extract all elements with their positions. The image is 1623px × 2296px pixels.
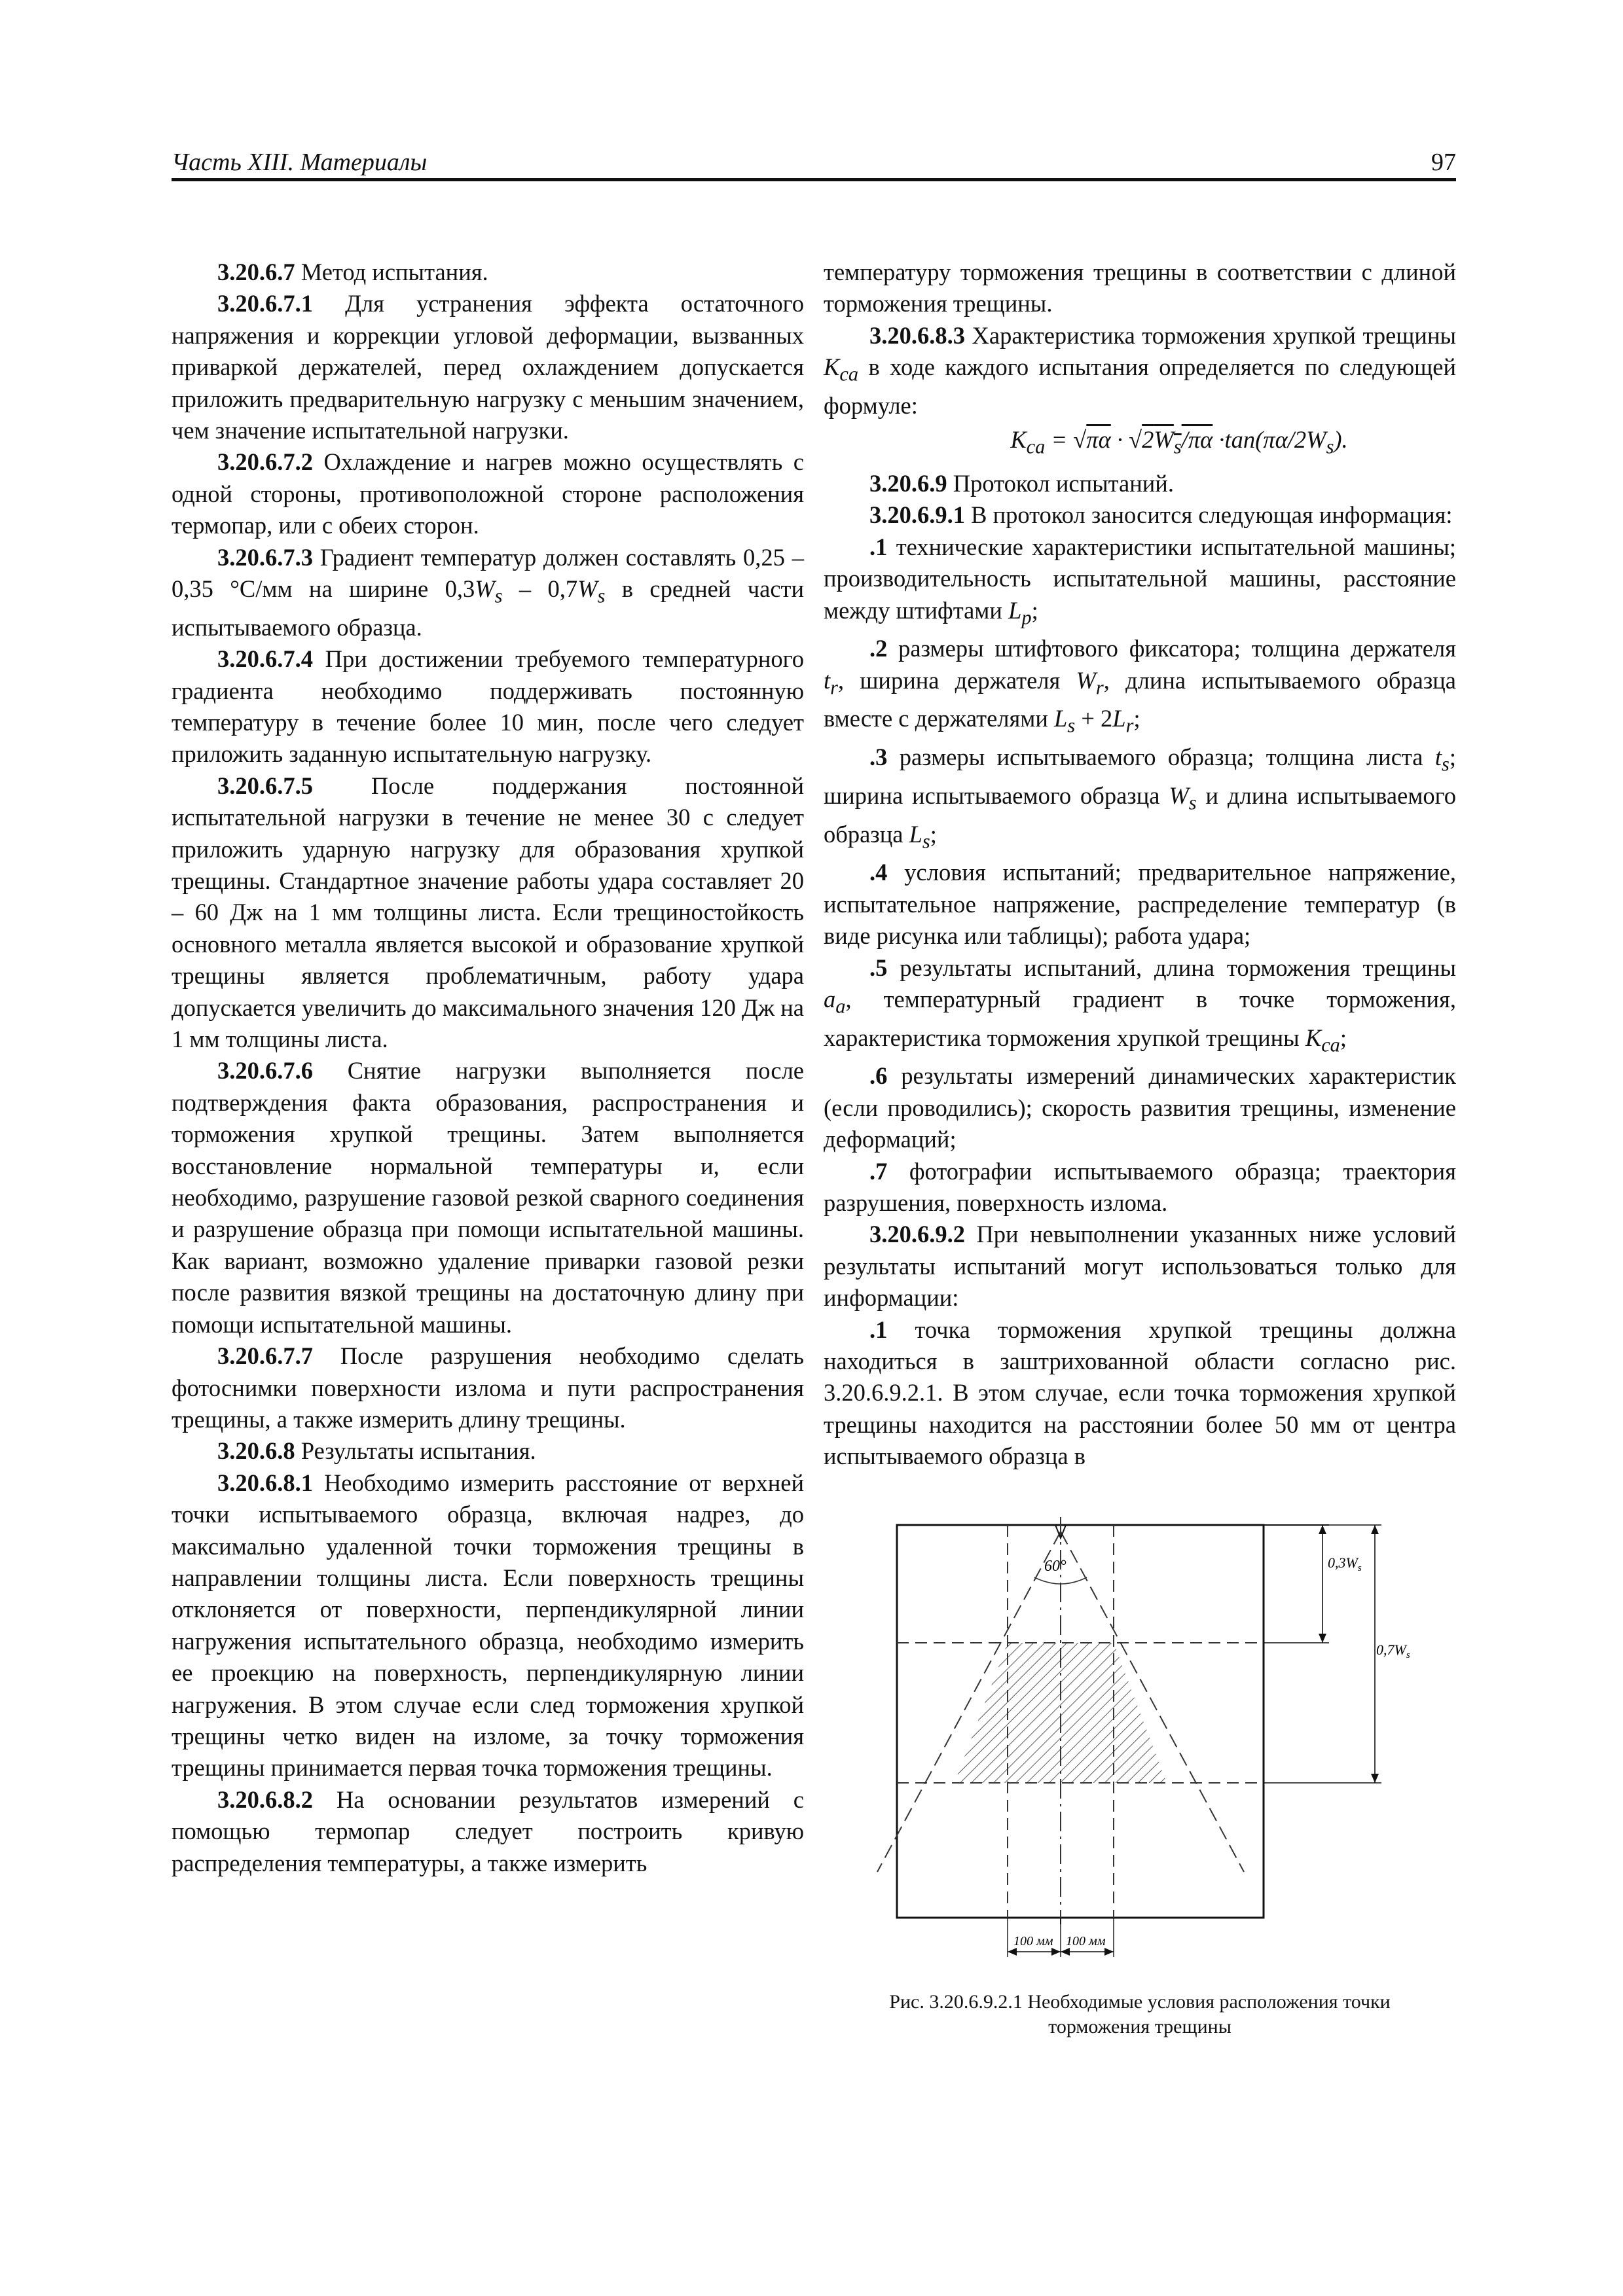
dim-right-100mm: 100 мм [1066, 1934, 1106, 1948]
right-column-paragraph: .5 результаты испытаний, длина торможения трещины $a_a$, температурный градиент в точке торможения, характеристика торможения хрупкой трещины $K_{ca}$; [824, 954, 1456, 1056]
figure-crack-arrest-region [871, 1505, 1414, 1977]
page-number: 97 [1431, 149, 1456, 176]
left-column-paragraph: 3.20.6.8.2 На основании результатов измерений с помощью термопар следует построить кривую распределения температуры, а также измерить [172, 1785, 804, 1876]
figure-caption [824, 1990, 1456, 2039]
left-column-paragraph: 3.20.6.7.6 Снятие нагрузки выполняется после подтверждения факта образования, распространения и торможения хрупкой трещины. Затем выполняется восстановление нормальной температуры и, если необходимо, разрушение газовой резкой сварного соединения и разрушение образца при помощи испытательной машины. Как вариант, возможно удаление приварки газовой резки после развития вязкой трещины на достаточную длину при помощи испытательной машины. [172, 1057, 804, 1338]
right-column-paragraph: .4 условия испытаний; предварительное напряжение, испытательное напряжение, распределение температур (в виде рисунка или таблицы); работа удара; [824, 859, 1456, 950]
caption-line-2: торможения трещины [1048, 2016, 1231, 2037]
header-title: Часть XIII. Материалы [172, 149, 428, 176]
dim-07ws-label: $0,7W_s$ [1376, 1641, 1410, 1660]
left-column-paragraph: 3.20.6.7 Метод испытания. [217, 259, 488, 285]
formula-kca: $K_{ca} = √\pi\alpha \cdot √2W_s/\pi\alpha \cdot\tan(\pi\alpha/2W_s)$. [1010, 426, 1348, 458]
dim-left-100mm: 100 мм [1013, 1934, 1053, 1948]
header-rule [172, 178, 1456, 181]
angle-label: 60° [1044, 1558, 1067, 1575]
left-column [172, 257, 804, 1879]
left-column-paragraph: 3.20.6.8 Результаты испытания. [217, 1437, 536, 1465]
right-column-paragraph: .7 фотографии испытываемого образца; траектория разрушения, поверхность излома. [824, 1157, 1456, 1216]
left-column-paragraph: 3.20.6.7.4 При достижении требуемого температурного градиента необходимо поддерживать постоянную температуру в течение более 10 мин, после чего следует приложить заданную испытательную нагрузку. [172, 645, 804, 768]
left-column-paragraph: 3.20.6.7.5 После поддержания постоянной испытательной нагрузки в течение не менее 30 с следует приложить ударную нагрузку для образования хрупкой трещины. Стандартное значение работы удара составляет 20 – 60 Дж на 1 мм толщины листа. Если трещиностойкость основного металла является высокой и образование хрупкой трещины является проблематичным, работу удара допускается увеличить до максимального значения 120 Дж на 1 мм толщины листа. [172, 772, 804, 1053]
left-column-paragraph: 3.20.6.7.7 После разрушения необходимо сделать фотоснимки поверхности излома и пути распространения трещины, а также измерить длину трещины. [172, 1342, 804, 1433]
right-column-paragraph: 3.20.6.9 Протокол испытаний. [869, 470, 1174, 497]
right-column-paragraph: .2 размеры штифтового фиксатора; толщина держателя $t_r$, ширина держателя $W_r$, длина испытываемого образца вместе с держателями $L_s + 2L_r$; [824, 635, 1456, 737]
caption-line-1: Рис. 3.20.6.9.2.1 Необходимые условия расположения точки [889, 1991, 1391, 2013]
page-header [172, 145, 1456, 179]
left-column-paragraph: 3.20.6.7.2 Охлаждение и нагрев можно осуществлять с одной стороны, противоположной стороне расположения термопар, или с обеих сторон. [172, 448, 804, 539]
left-column-paragraph: 3.20.6.7.1 Для устранения эффекта остаточного напряжения и коррекции угловой деформации, вызванных приваркой держателей, перед охлаждением допускается приложить предварительную нагрузку с меньшим значением, чем значение испытательной нагрузки. [172, 290, 804, 444]
left-column-paragraph: 3.20.6.7.3 Градиент температур должен составлять 0,25 – 0,35 °С/мм на ширине $0,3W_s - 0,7W_s$ в средней части испытываемого образца. [172, 543, 805, 641]
dim-03ws-label: $0,3W_s$ [1328, 1554, 1362, 1573]
right-column-paragraph: .1 технические характеристики испытательной машины; производительность испытательной машины, расстояние между штифтами $L_p$; [824, 533, 1456, 628]
right-column-paragraph: температуру торможения трещины в соответствии с длиной торможения трещины. [824, 259, 1456, 317]
right-column [824, 257, 1456, 1473]
right-column-paragraph: .1 точка торможения хрупкой трещины должна находиться в заштрихованной области согласно рис. 3.20.6.9.2.1. В этом случае, если точка торможения хрупкой трещины находится на расстоянии более 50 мм от центра испытываемого образца в [824, 1316, 1456, 1470]
right-column-paragraph: .6 результаты измерений динамических характеристик (если проводились); скорость развития трещины, изменение деформаций; [824, 1062, 1456, 1153]
right-column-paragraph: 3.20.6.9.2 При невыполнении указанных ниже условий результаты испытаний могут использоваться только для информации: [824, 1221, 1456, 1312]
left-column-paragraph: 3.20.6.8.1 Необходимо измерить расстояние от верхней точки испытываемого образца, включая надрез, до максимально удаленной точки торможения трещины в направлении толщины листа. Если поверхность трещины отклоняется от поверхности, перпендикулярной линии нагружения испытательного образца, необходимо измерить ее проекцию на поверхность, перпендикулярную линии нагружения. В этом случае если след торможения хрупкой трещины четко виден на изломе, за точку торможения трещины принимается первая точка торможения трещины. [172, 1469, 804, 1782]
right-column-paragraph: .3 размеры испытываемого образца; толщина листа $t_s$; ширина испытываемого образца $W_s$ и длина испытываемого образца $L_s$; [824, 744, 1456, 852]
right-column-paragraph: 3.20.6.9.1 В протокол заносится следующая информация: [869, 501, 1453, 529]
right-column-paragraph: 3.20.6.8.3 Характеристика торможения хрупкой трещины $K_{ca}$ в ходе каждого испытания определяется по следующей формуле: [824, 321, 1456, 419]
